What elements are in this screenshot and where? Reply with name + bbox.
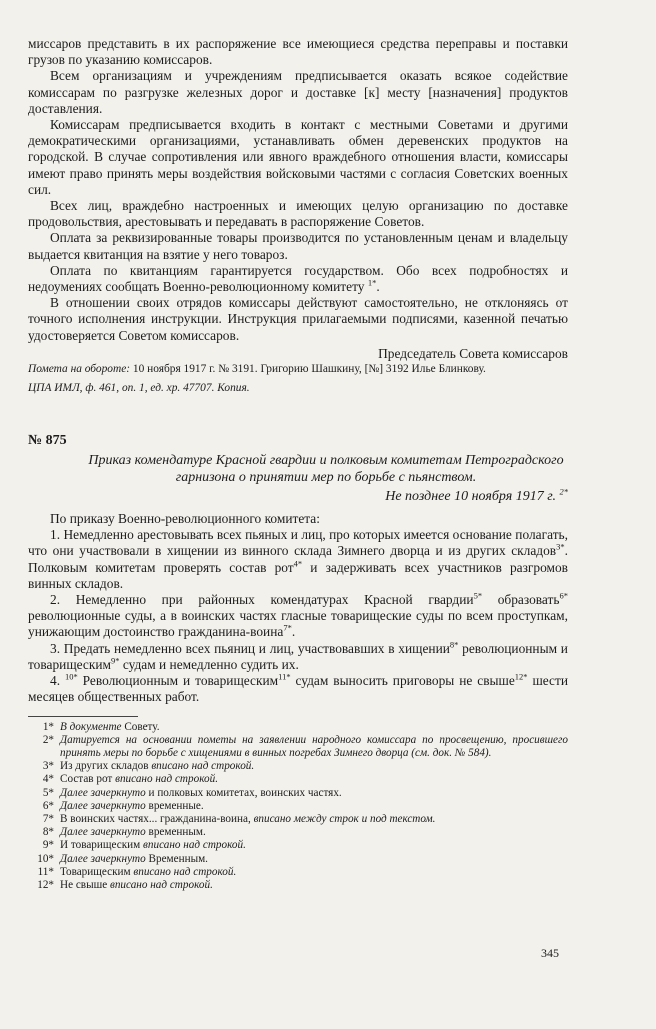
footnote-mark: 9* [42, 839, 54, 852]
footnote-text [60, 853, 568, 866]
footnote-text [60, 773, 568, 786]
paragraph: В отношении своих отрядов комиссары действуют самостоятельно, не отклоняясь от точного исполнения инструкции. Инструкция прилагаемыми подписями, казенной печатью удостоверяется Советом комиссаров. [28, 295, 568, 343]
footnote-plain: И товарищеским [60, 839, 144, 852]
footnote [28, 866, 568, 879]
page-body [28, 36, 568, 892]
footnote-mark: 7* [42, 812, 54, 825]
footnote-italic: Далее зачеркнуто [60, 799, 146, 812]
footnote [28, 879, 568, 892]
footnote-plain: Товарищеским [60, 865, 134, 878]
footnote-mark: 1* [42, 720, 54, 733]
archive-reference: ЦПА ИМЛ, ф. 461, оп. 1, ед. хр. 47707. Копия. [28, 382, 250, 395]
footnote-plain: Временным. [145, 852, 208, 865]
footnote-text [60, 813, 568, 826]
footnote-text [60, 734, 568, 760]
footnote [28, 800, 568, 813]
item-text: . [291, 624, 296, 640]
footnote-italic: вписано между строк и под текстом. [253, 812, 436, 825]
footnote-mark: 8* [42, 826, 54, 839]
paragraph: Всем организациям и учреждениям предписывается оказать всякое содействие комиссарам по разгрузке железных дорог и доставке [к] месту [назначения] продуктов доставления. [28, 68, 568, 116]
footnote-ref[interactable]: 11* [278, 671, 291, 682]
footnote [28, 787, 568, 800]
footnote [28, 734, 568, 760]
footnote-ref[interactable]: 7* [283, 623, 292, 634]
footnote-text [60, 879, 568, 892]
footnote-italic: В документе [60, 720, 122, 733]
footnote-text [60, 839, 568, 852]
footnote-ref[interactable]: 2* [559, 486, 568, 497]
footnote [28, 853, 568, 866]
footnote-ref[interactable]: 3* [556, 542, 565, 552]
item-text: шести месяцев общественных работ. [28, 673, 568, 705]
document-title: Приказ комендатуре Красной гвардии и полковым комитетам Петроградского гарнизона о принятии мер по борьбе с пьянством. [88, 453, 564, 486]
footnote-text [60, 866, 568, 879]
footnote-plain: Совету. [121, 720, 160, 733]
paragraph: Оплата по квитанциям гарантируется государством. Обо всех подробностях и недоумениях сообщать Военно-революционному комитету $^{1*}$. [28, 262, 568, 295]
footnote-ref[interactable]: 1* [367, 277, 377, 288]
footnote-ref[interactable]: 6* [559, 590, 568, 601]
order-item-4 [28, 673, 568, 705]
footnote-ref[interactable]: 10* [64, 671, 78, 682]
paragraph-text: Оплата по квитанциям гарантируется государством. Обо всех подробностях и недоумениях сообщать Военно-революционному комитету [28, 262, 568, 295]
paragraph: миссаров представить в их распоряжение все имеющиеся средства переправы и поставки грузов по указанию комиссаров. [28, 36, 568, 68]
footnote-plain: временные. [145, 799, 204, 812]
footnote-italic: вписано над строкой. [115, 773, 218, 786]
document-date-text: Не позднее 10 ноября 1917 г. [385, 489, 556, 505]
footnote-text [60, 760, 568, 773]
footnote-ref[interactable]: 5* [473, 590, 483, 601]
footnote-ref[interactable]: 4* [293, 558, 303, 569]
footnote-divider [28, 716, 138, 717]
footnote-plain: и полковых комитетах, воинских частях. [145, 786, 342, 799]
footnote [28, 760, 568, 773]
footnote-ref[interactable]: 12* [514, 671, 528, 682]
footnote-italic: Датируется на основании пометы на заявлении народного комиссара по просвещению, просившего принять меры по борьбе с хищениями в винных погребах Зимнего дворца (см. док. № 584). [60, 733, 568, 759]
order-intro: По приказу Военно-революционного комитета: [50, 511, 320, 527]
footnote [28, 773, 568, 786]
paragraph: Всех лиц, враждебно настроенных и имеющих целую организацию по доставке продовольствия, арестовывать и передавать в распоряжение Советов. [28, 198, 568, 230]
footnote [28, 721, 568, 734]
footnote-plain: Не свыше [60, 878, 110, 891]
item-text: судам выносить приговоры не свыше [290, 673, 515, 689]
footnote-italic: вписано над строкой. [109, 878, 213, 891]
document-date [28, 488, 568, 505]
item-text: судам и немедленно судить их. [119, 656, 299, 672]
reverse-note-text: 10 ноября 1917 г. № 3191. Григорию Шашкину, [№] 3192 Илье Блинкову. [130, 363, 486, 376]
footnote-plain: временным. [145, 826, 206, 839]
footnote [28, 839, 568, 852]
footnote [28, 826, 568, 839]
footnote-italic: Далее зачеркнуто [60, 826, 146, 839]
page-number: 345 [541, 946, 559, 960]
item-text: 2. Немедленно при районных комендатурах Красной гвардии [50, 592, 474, 608]
item-text: . Полковым комитетам проверять состав рот [28, 543, 568, 575]
footnote-plain: Из других складов [60, 760, 152, 773]
item-text: и задерживать всех участников разгромов винных складов. [28, 559, 568, 591]
signature: Председатель Совета комиссаров [378, 345, 568, 361]
footnote-italic: вписано над строкой. [143, 839, 246, 852]
footnote-plain: Состав рот [60, 773, 116, 786]
item-text: революционным и товарищеским [28, 640, 568, 672]
footnote-mark: 10* [37, 852, 54, 865]
reverse-note [28, 362, 568, 376]
item-text: 3. Предать немедленно всех пьяниц и лиц, участвовавших в хищении [50, 640, 450, 656]
footnote-text [60, 721, 568, 734]
footnote-plain: В воинских частях... гражданина-воина, [60, 812, 254, 825]
reverse-note-label: Помета на обороте: [28, 363, 131, 376]
footnote-mark: 2* [42, 733, 54, 746]
footnote-ref[interactable]: 8* [449, 639, 459, 650]
footnote-mark: 11* [37, 865, 54, 878]
footnote-italic: Далее зачеркнуто [60, 852, 146, 865]
footnote-mark: 5* [42, 786, 54, 799]
footnote-italic: Далее зачеркнуто [60, 786, 146, 799]
footnote-list [28, 721, 568, 893]
item-text: образовать [482, 592, 560, 608]
footnote-text [60, 787, 568, 800]
footnote-mark: 6* [42, 799, 54, 812]
footnote-text [60, 800, 568, 813]
footnote-mark: 12* [37, 878, 54, 891]
paragraph: Комиссарам предписывается входить в контакт с местными Советами и другими демократическими организациями, устанавливать обмен деревенских продуктов на городской. В случае сопротивления или явного враждебного отношения власти, комиссары имеют право принять меры воздействия войсковыми частями с согласия Советских военных сил. [28, 117, 568, 197]
footnote-italic: вписано над строкой. [151, 760, 255, 773]
footnote-mark: 3* [42, 760, 54, 773]
item-text: 1. Немедленно арестовывать всех пьяных и лиц, про которых имеется основание полагать, что они участвовали в хищении из винного склада Зимнего дворца и из других складов [28, 527, 568, 559]
order-item-3 [28, 641, 568, 673]
footnote-mark: 4* [42, 773, 54, 786]
footnote-text [60, 826, 568, 839]
item-text: 4. [50, 673, 65, 689]
footnote-italic: вписано над строкой. [133, 865, 237, 878]
order-item-1 [28, 527, 568, 592]
order-item-2 [28, 592, 568, 641]
footnote [28, 813, 568, 826]
paragraph: Оплата за реквизированные товары производится по установленным ценам и владельцу выдается квитанция на взятие у него товароз. [28, 230, 568, 262]
item-text: Революционным и товарищеским [77, 673, 279, 689]
footnote-ref[interactable]: 9* [111, 655, 120, 666]
item-text: революционные суды, а в воинских частях гласные товарищеские суды по всем проступкам, унижающим достоинство гражданина-воина [28, 608, 568, 640]
document-number: № 875 [28, 433, 67, 449]
